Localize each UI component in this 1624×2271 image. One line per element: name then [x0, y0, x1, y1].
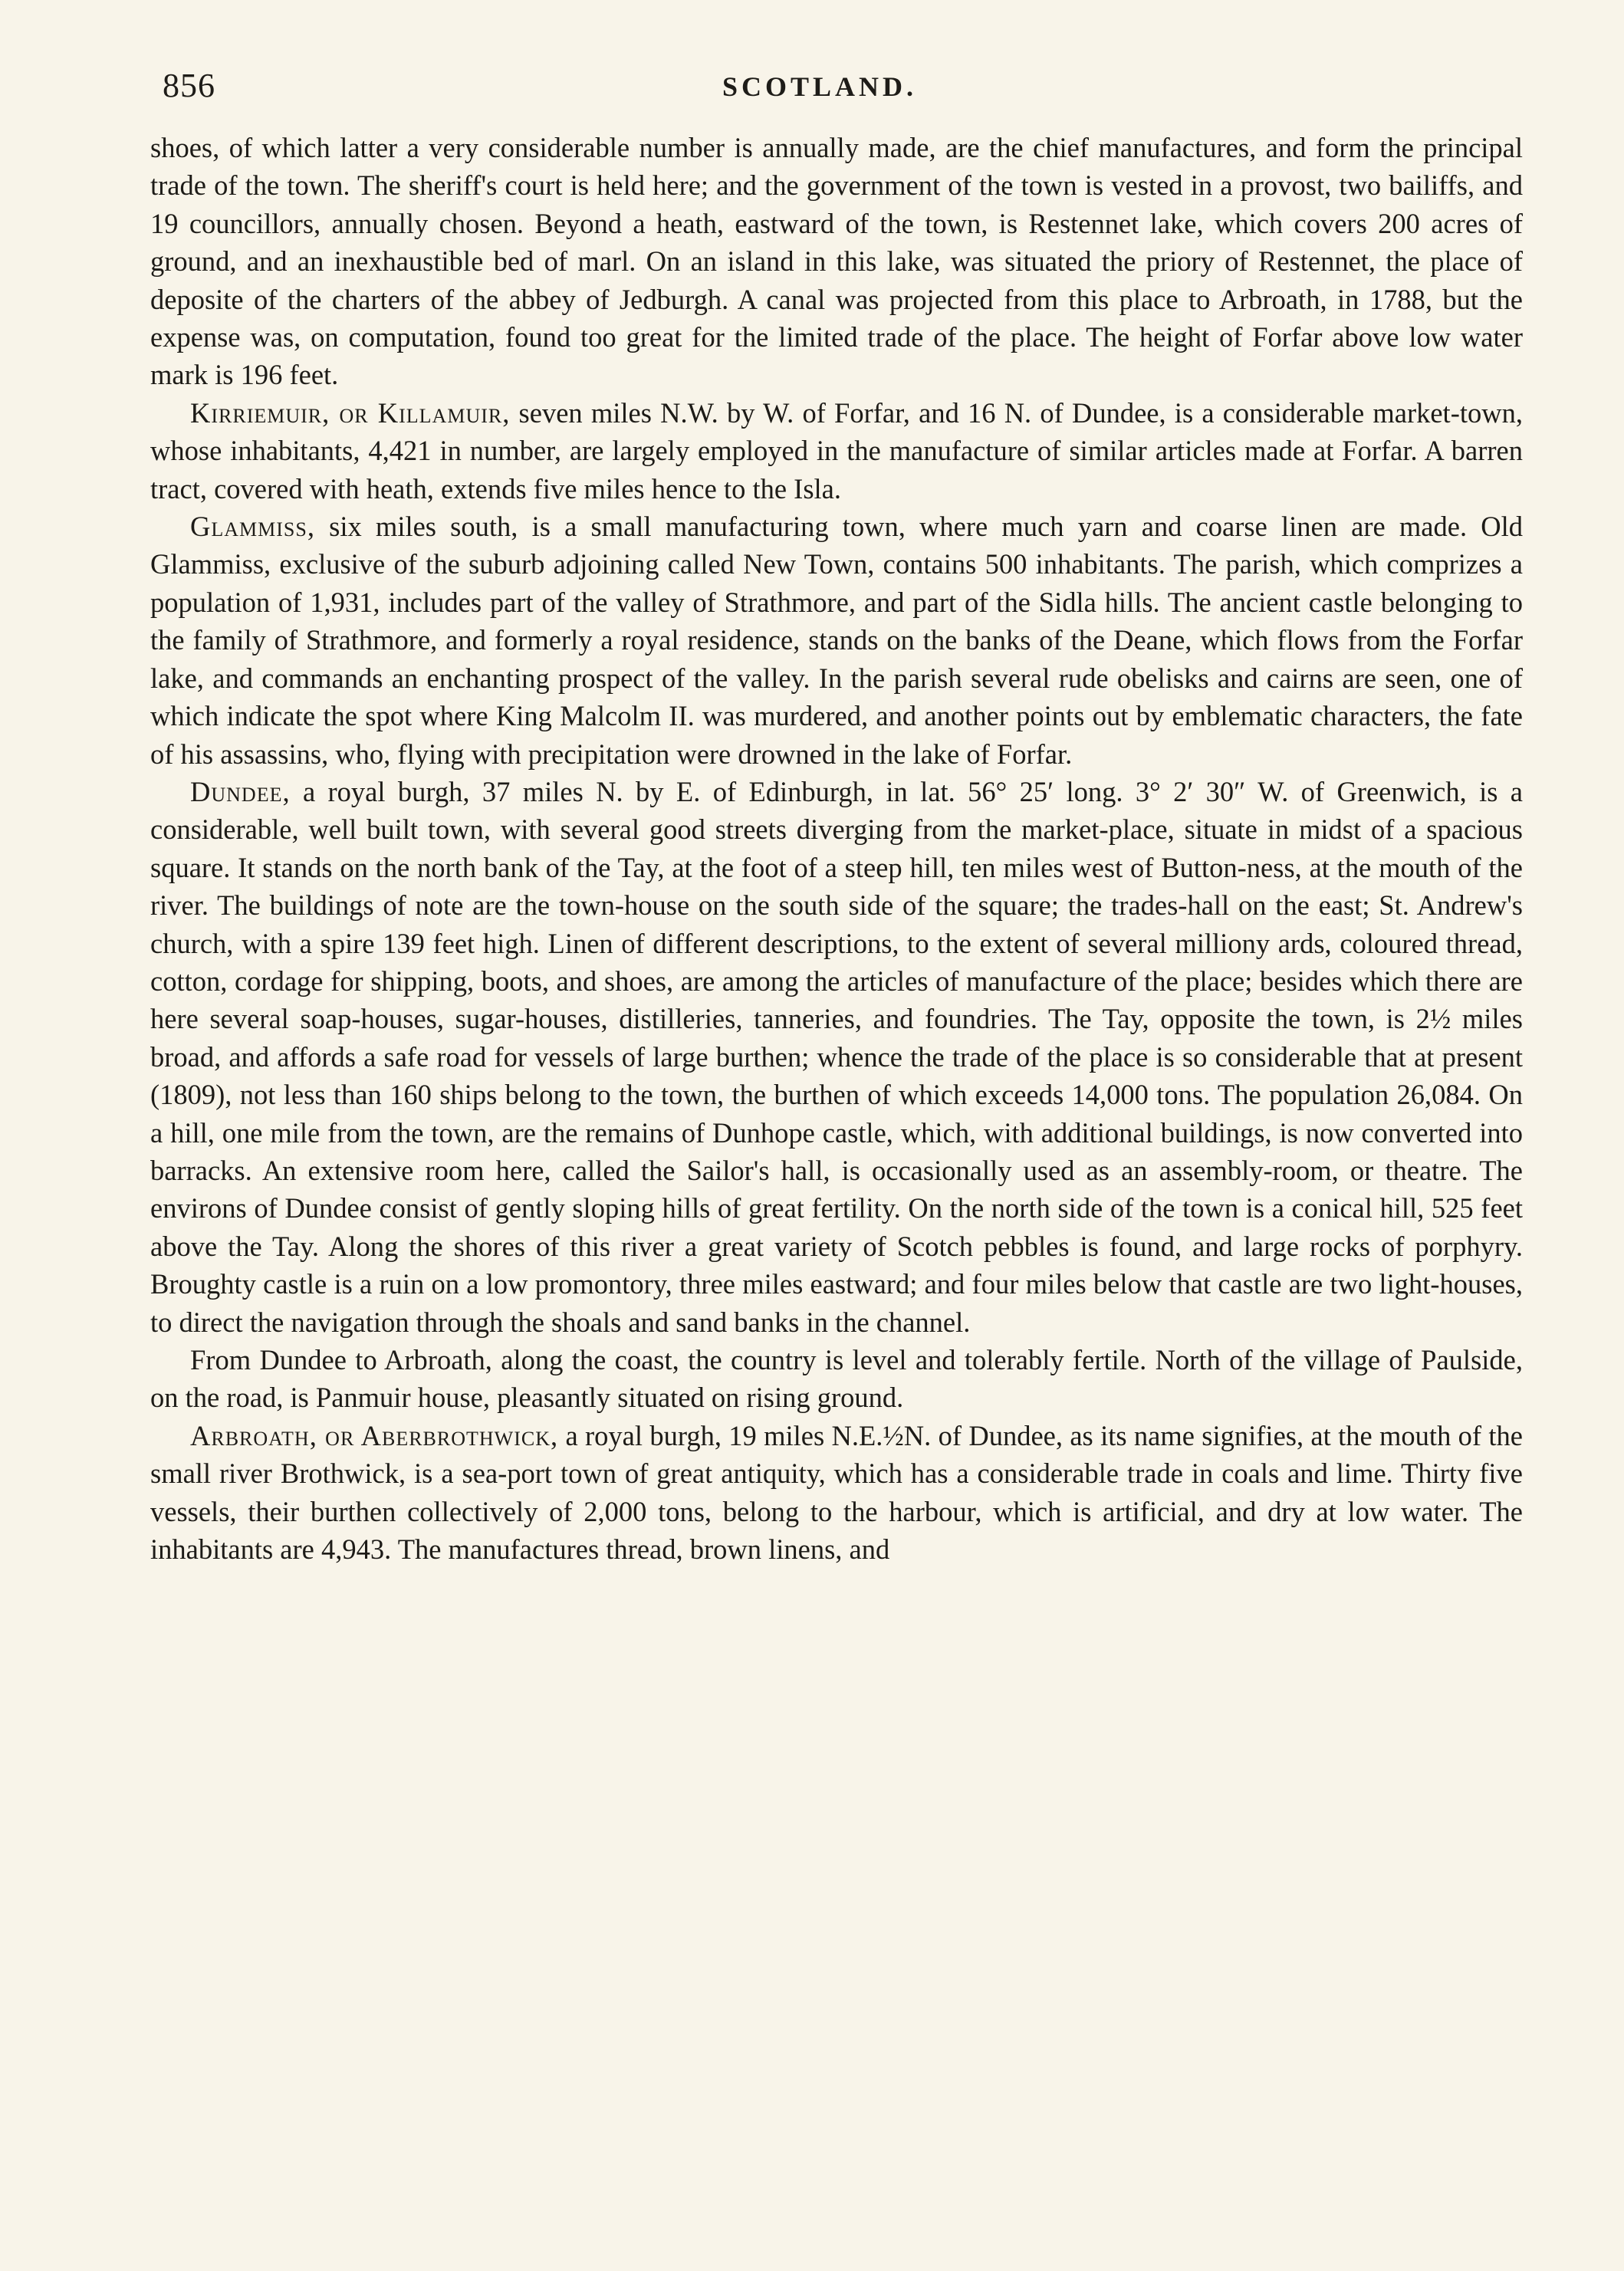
paragraph-text: a royal burgh, 37 miles N. by E. of Edinburgh, in lat. 56° 25′ long. 3° 2′ 30″ W. of Greenwich, is a considerable, well built town, with several good streets diverging from the market-place, situate in midst of a spacious square. It stands on the north bank of the Tay, at the foot of a steep hill, ten miles west of Button-ness, at the mouth of the river. The buildings of note are the town-house on the south side of the square; the trades-hall on the east; St. Andrew's church, with a spire 139 feet high. Linen of different descriptions, to the extent of several milliony ards, coloured thread, cotton, cordage for shipping, boots, and shoes, are among the articles of manufacture of the place; besides which there are here several soap-houses, sugar-houses, distilleries, tanneries, and foundries. The Tay, opposite the town, is 2½ miles broad, and affords a safe road for vessels of large burthen; whence the trade of the place is so considerable that at present (1809), not less than 160 ships belong to the town, the burthen of which exceeds 14,000 tons. The population 26,084. On a hill, one mile from the town, are the remains of Dunhope castle, which, with additional buildings, is now converted into barracks. An extensive room here, called the Sailor's hall, is occasionally used as an assembly-room, or theatre. The environs of Dundee consist of gently sloping hills of great fertility. On the north side of the town is a conical hill, 525 feet above the Tay. Along the shores of this river a great variety of Scotch pebbles is found, and large rocks of porphyry. Broughty castle is a ruin on a low promontory, three miles eastward; and four miles below that castle are two light-houses, to direct the navigation through the shoals and sand banks in the channel. [150, 775, 1523, 1338]
entry-heading: Arbroath, or Aberbrothwick, [190, 1419, 559, 1451]
paragraph-dundee-to-arbroath [150, 1341, 1523, 1417]
page-header [163, 66, 1527, 112]
paragraph-text: shoes, of which latter a very considerable number is annually made, are the chief manufactures, and form the principal trade of the town. The sheriff's court is held here; and the government of the town is vested in a provost, two bailiffs, and 19 councillors, annually chosen. Beyond a heath, eastward of the town, is Restennet lake, which covers 200 acres of ground, and an inexhaustible bed of marl. On an island in this lake, was situated the priory of Restennet, the place of deposite of the charters of the abbey of Jedburgh. A canal was projected from this place to Arbroath, in 1788, but the expense was, on computation, found too great for the limited trade of the place. The height of Forfar above low water mark is 196 feet. [150, 132, 1523, 391]
running-head: SCOTLAND. [722, 71, 918, 102]
paragraph-text: a royal burgh, 19 miles N.E.½N. of Dundee, as its name signifies, at the mouth of the small river Brothwick, is a sea-port town of great antiquity, which has a considerable trade in coals and lime. Thirty five vessels, their burthen collectively of 2,000 tons, belong to the harbour, which is artificial, and dry at low water. The inhabitants are 4,943. The manufactures thread, brown linens, and [150, 1419, 1523, 1566]
paragraph-text: From Dundee to Arbroath, along the coast, the country is level and tolerably fertile. North of the village of Paulside, on the road, is Panmuir house, pleasantly situated on rising ground. [150, 1344, 1523, 1414]
paragraph-forfar-continued [150, 129, 1523, 394]
entry-heading: Glammiss, [190, 511, 315, 543]
paragraph-dundee [150, 773, 1523, 1341]
paragraph-glammiss [150, 508, 1523, 773]
paragraph-kirriemuir [150, 394, 1523, 508]
paragraph-text: six miles south, is a small manufacturing town, where much yarn and coarse linen are made. Old Glammiss, exclusive of the suburb adjoining called New Town, contains 500 inhabitants. The parish, which comprizes a population of 1,931, includes part of the valley of Strathmore, and part of the Sidla hills. The ancient castle belonging to the family of Strathmore, and formerly a royal residence, stands on the banks of the Deane, which flows from the Forfar lake, and commands an enchanting prospect of the valley. In the parish several rude obelisks and cairns are seen, one of which indicate the spot where King Malcolm II. was murdered, and another points out by emblematic characters, the fate of his assassins, who, flying with precipitation were drowned in the lake of Forfar. [150, 511, 1523, 770]
paragraph-text: seven miles N.W. by W. of Forfar, and 16 N. of Dundee, is a considerable market-town, whose inhabitants, 4,421 in number, are largely employed in the manufacture of similar articles made at Forfar. A barren tract, covered with heath, extends five miles hence to the Isla. [150, 396, 1523, 504]
entry-heading: Dundee, [190, 775, 291, 807]
paragraph-arbroath [150, 1417, 1523, 1569]
page-number: 856 [163, 67, 215, 104]
body-text [150, 129, 1523, 1568]
entry-heading: Kirriemuir, or Killamuir, [190, 396, 511, 429]
